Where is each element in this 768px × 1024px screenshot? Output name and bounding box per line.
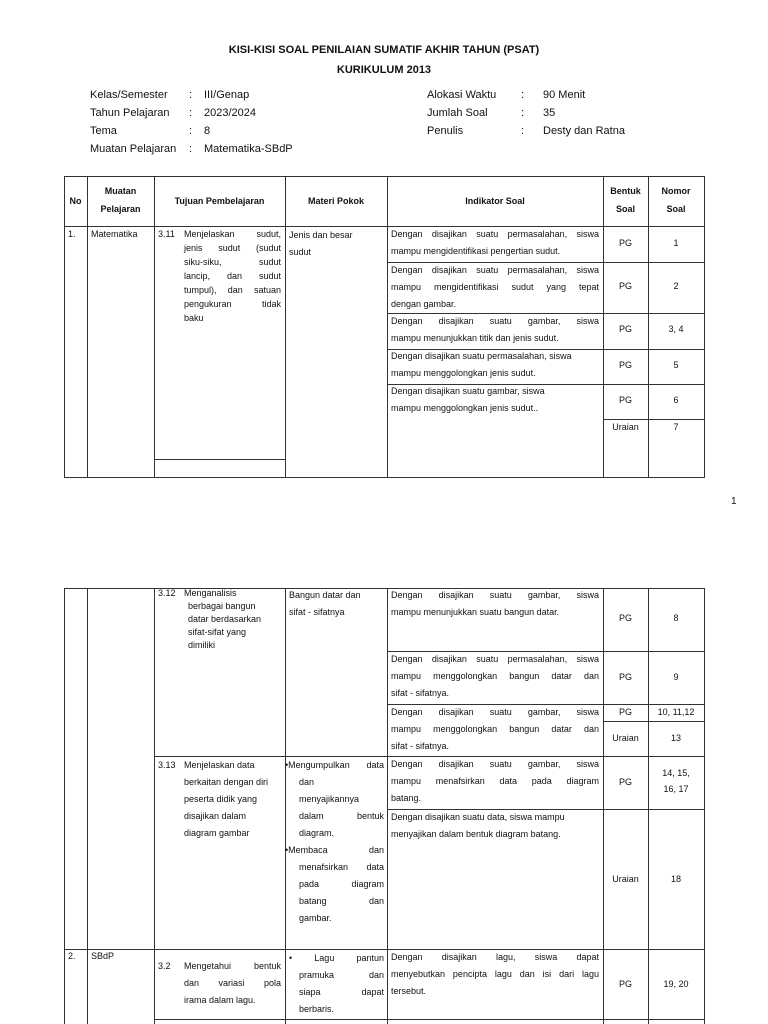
header-nomor: Soal <box>666 204 686 214</box>
indikator-row: Dengan disajikan suatu gambar, siswa mampu menunjukkan suatu bangun datar. <box>391 590 599 617</box>
info-colon: : <box>521 107 525 119</box>
nomor-soal: 8 <box>673 613 679 623</box>
indikator-row: Dengan disajikan suatu permasalahan, siswa mampu mengidentifikasi sudut yang tepat dengan gambar. <box>391 265 599 309</box>
bentuk-soal: Uraian <box>612 874 639 884</box>
materi-pokok: Bangun datar dan sifat - sifatnya <box>289 590 361 617</box>
info-label-muatan: Muatan Pelajaran <box>90 143 177 155</box>
info-value-tema: 8 <box>204 125 211 137</box>
indikator-row: Dengan disajikan lagu, siswa dapat menyebutkan pencipta lagu dan isi dari lagu tersebut. <box>391 952 599 996</box>
row-muatan: Matematika <box>91 229 138 239</box>
nomor-soal: 9 <box>673 672 679 682</box>
materi-pokok: •Mengumpulkan data dan menyajikannya dalam bentuk diagram. •Membaca dan menafsirkan data pada diagram batang dan gambar. <box>285 760 384 923</box>
nomor-soal: 6 <box>673 395 679 405</box>
kd-description: Mengetahui bentuk dan variasi pola irama dalam lagu. <box>184 961 281 1005</box>
header-bentuk: Bentuk <box>610 186 641 196</box>
header-nomor: Nomor <box>661 186 691 196</box>
bentuk-soal: PG <box>618 777 632 787</box>
nomor-soal: 18 <box>670 874 681 884</box>
info-label-kelas: Kelas/Semester <box>90 89 168 101</box>
info-value-alokasi: 90 Menit <box>543 89 586 101</box>
info-colon: : <box>189 125 193 137</box>
nomor-soal: 13 <box>670 733 681 743</box>
kd-number: 3.2 <box>158 961 171 971</box>
info-label-penulis: Penulis <box>427 125 464 137</box>
nomor-soal: 7 <box>673 422 679 432</box>
bentuk-soal: Uraian <box>612 422 639 432</box>
info-colon: : <box>189 143 193 155</box>
info-colon: : <box>189 89 193 101</box>
header-muatan: Pelajaran <box>100 204 141 214</box>
info-value-kelas: III/Genap <box>204 89 250 101</box>
nomor-soal: 3, 4 <box>668 324 684 334</box>
info-colon: : <box>521 89 525 101</box>
nomor-soal: 10, 11,12 <box>657 707 695 717</box>
bentuk-soal: PG <box>618 360 632 370</box>
page-number: 1 <box>731 496 737 507</box>
header-materi: Materi Pokok <box>307 196 365 206</box>
materi-pokok: Jenis dan besar sudut <box>289 230 353 257</box>
bentuk-soal: PG <box>618 707 632 717</box>
kd-number: 3.11 <box>158 229 175 239</box>
bentuk-soal: PG <box>618 324 632 334</box>
row-no: 1. <box>68 229 76 239</box>
kd-description: Menganalisis <box>184 588 237 598</box>
bentuk-soal: PG <box>618 395 632 405</box>
kd-description: Menjelaskan sudut, jenis sudut (sudut siku-siku, sudut lancip, dan sudut tumpul), dan satuan pengukuran tidak baku <box>184 229 281 323</box>
document-subtitle: KURIKULUM 2013 <box>336 64 432 76</box>
bentuk-soal: PG <box>618 238 632 248</box>
kd-number: 3.12 <box>158 588 176 598</box>
kd-description: Menjelaskan data berkaitan dengan diri peserta didik yang disajikan dalam diagram gambar <box>184 760 269 838</box>
nomor-soal: 14, 15, 16, 17 <box>662 768 690 794</box>
header-muatan: Muatan <box>104 186 137 196</box>
document-title: KISI-KISI SOAL PENILAIAN SUMATIF AKHIR TAHUN (PSAT) <box>228 44 540 56</box>
bentuk-soal: PG <box>618 672 632 682</box>
header-bentuk: Soal <box>615 204 635 214</box>
indikator-row: Dengan disajikan suatu permasalahan, siswa mampu mengidentifikasi pengertian sudut. <box>391 229 599 256</box>
info-colon: : <box>521 125 525 137</box>
info-label-jumlah: Jumlah Soal <box>427 107 488 119</box>
header-tujuan: Tujuan Pembelajaran <box>174 196 265 206</box>
header-no: No <box>69 196 82 206</box>
nomor-soal: 5 <box>673 360 679 370</box>
info-value-tahun: 2023/2024 <box>204 107 256 119</box>
info-label-tahun: Tahun Pelajaran <box>90 107 170 119</box>
indikator-row: Dengan disajikan suatu gambar, siswa mampu menunjukkan titik dan jenis sudut. <box>391 316 599 343</box>
kd-description: berbagai bangun datar berdasarkan sifat-sifat yang dimiliki <box>188 601 262 650</box>
indikator-row: Dengan disajikan suatu permasalahan, siswa mampu menggolongkan jenis sudut. <box>391 351 572 378</box>
info-value-jumlah: 35 <box>543 107 556 119</box>
materi-pokok: • Lagu pantun pramuka dan siapa dapat berbaris. <box>289 953 384 1014</box>
bentuk-soal: PG <box>618 613 632 623</box>
row-no: 2. <box>68 951 76 961</box>
bullet-icon: • <box>285 760 289 770</box>
row-muatan: SBdP <box>91 951 115 961</box>
bullet-icon: • <box>285 845 289 855</box>
bentuk-soal: PG <box>618 979 632 989</box>
info-label-alokasi: Alokasi Waktu <box>427 89 497 101</box>
info-label-tema: Tema <box>90 125 117 137</box>
indikator-row: Dengan disajikan suatu gambar, siswa mampu menafsirkan data pada diagram batang. <box>391 759 599 803</box>
header-indikator: Indikator Soal <box>465 196 525 206</box>
indikator-row: Dengan disajikan suatu gambar, siswa mampu menggolongkan bangun datar dan sifat - sifatnya. <box>391 707 599 751</box>
info-colon: : <box>189 107 193 119</box>
nomor-soal: 1 <box>673 238 679 248</box>
indikator-row: Dengan disajikan suatu permasalahan, siswa mampu menggolongkan bangun datar dan sifat - sifatnya. <box>391 654 599 698</box>
bullet-icon: • <box>289 953 315 963</box>
nomor-soal: 2 <box>673 281 679 291</box>
info-value-penulis: Desty dan Ratna <box>543 125 625 137</box>
kd-number: 3.13 <box>158 760 176 770</box>
info-value-muatan: Matematika-SBdP <box>204 143 293 155</box>
indikator-row: Dengan disajikan suatu gambar, siswa mampu menggolongkan jenis sudut.. <box>391 386 545 413</box>
nomor-soal: 19, 20 <box>663 979 689 989</box>
bentuk-soal: Uraian <box>612 733 639 743</box>
bentuk-soal: PG <box>618 281 632 291</box>
indikator-row: Dengan disajikan suatu data, siswa mampu menyajikan dalam bentuk diagram batang. <box>391 812 565 839</box>
